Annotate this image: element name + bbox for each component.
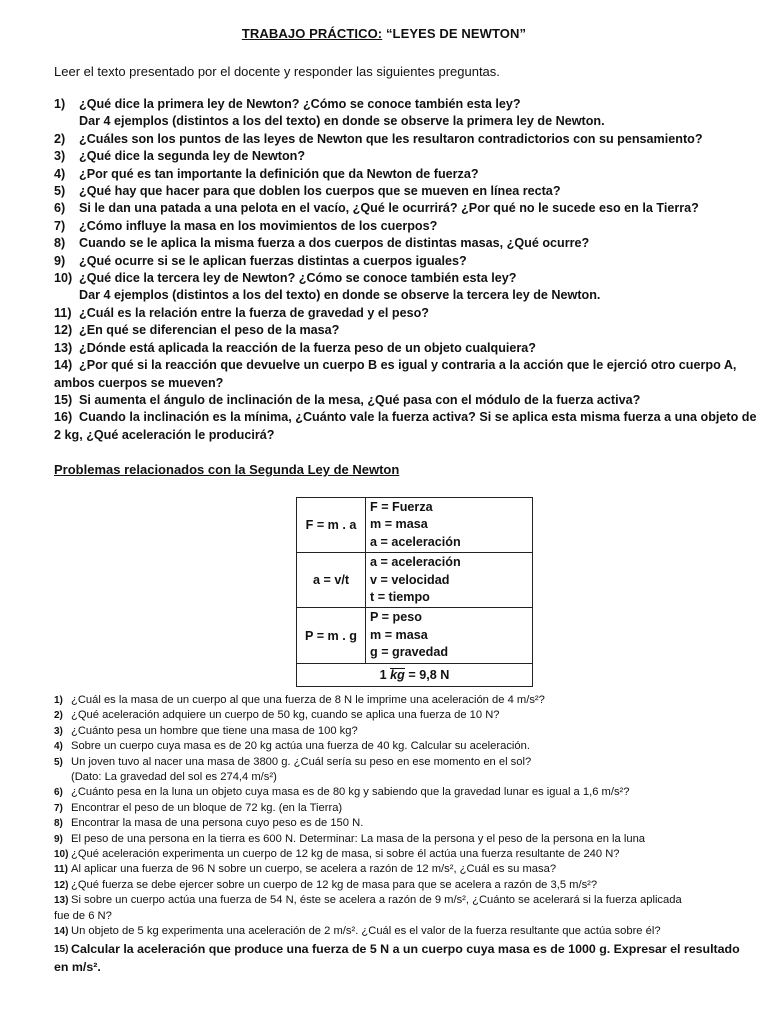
question-text: ¿Qué dice la primera ley de Newton? ¿Cómo se conoce también esta ley? bbox=[79, 97, 521, 111]
conversion-cell bbox=[297, 663, 533, 686]
question-text: Dar 4 ejemplos (distintos a los del texto) en donde se observe la primera ley de Newton. bbox=[79, 114, 605, 129]
question-text: Si aumenta el ángulo de inclinación de la mesa, ¿Qué pasa con el módulo de la fuerza activa? bbox=[79, 392, 641, 407]
intro-text: Leer el texto presentado por el docente y responder las siguientes preguntas. bbox=[54, 64, 500, 79]
question-number: 9) bbox=[54, 253, 66, 268]
question-item bbox=[54, 131, 724, 148]
question-number: 2) bbox=[54, 131, 66, 146]
formula-table bbox=[296, 497, 533, 687]
question-text: ¿Por qué si la reacción que devuelve un cuerpo B es igual y contraria a la acción que le ejerció otro cuerpo A, bbox=[79, 358, 737, 373]
problem-number bbox=[54, 770, 71, 785]
question-number: 16) bbox=[54, 410, 73, 425]
problem-item bbox=[54, 755, 744, 770]
problem-text: ¿Cuál es la masa de un cuerpo al que una fuerza de 8 N le imprime una aceleración de 4 m/s²? bbox=[71, 694, 545, 706]
problem-item bbox=[54, 959, 744, 976]
problem-item bbox=[54, 941, 744, 958]
question-text: Si le dan una patada a una pelota en el vacío, ¿Qué le ocurrirá? ¿Por qué no le sucede eso en la Tierra? bbox=[79, 201, 699, 216]
problem-number: 4) bbox=[54, 741, 63, 753]
problem-item bbox=[54, 816, 744, 831]
question-number: 10) bbox=[54, 271, 73, 286]
question-item bbox=[54, 148, 724, 165]
problem-number: 13) bbox=[54, 895, 69, 907]
problem-number: 11) bbox=[54, 864, 68, 876]
question-item bbox=[54, 183, 724, 200]
problem-text: fue de 6 N? bbox=[54, 909, 112, 922]
question-item bbox=[54, 270, 724, 287]
question-text: ¿Qué dice la segunda ley de Newton? bbox=[79, 149, 306, 164]
page-title bbox=[0, 26, 768, 41]
problem-number: 10) bbox=[54, 849, 69, 861]
problem-text: Un objeto de 5 kg experimenta una aceleración de 2 m/s². ¿Cuál es el valor de la fuerza resultante que actúa sobre él? bbox=[71, 925, 661, 938]
problem-number: 1) bbox=[54, 695, 63, 706]
problem-text: Calcular la aceleración que produce una fuerza de 5 N a un cuerpo cuya masa es de 1000 g. Expresar el resultado bbox=[71, 941, 740, 956]
problem-item bbox=[54, 693, 744, 708]
problem-item bbox=[54, 739, 744, 754]
definition-line: v = velocidad bbox=[370, 572, 450, 587]
question-item bbox=[54, 218, 724, 235]
problem-text: ¿Qué fuerza se debe ejercer sobre un cuerpo de 12 kg de masa para que se acelera a razón de 3,5 m/s²? bbox=[71, 878, 598, 891]
question-text: ambos cuerpos se mueven? bbox=[54, 375, 224, 390]
problem-text: Encontrar el peso de un bloque de 72 kg. (en la Tierra) bbox=[71, 801, 343, 814]
problem-number: 6) bbox=[54, 787, 63, 799]
question-item bbox=[54, 305, 724, 322]
problem-number: 2) bbox=[54, 710, 63, 722]
problem-number: 15) bbox=[54, 943, 69, 955]
problem-item bbox=[54, 893, 744, 908]
problem-number: 9) bbox=[54, 833, 63, 845]
definition-line: m = masa bbox=[370, 517, 428, 532]
formula-cell: P = m . g bbox=[297, 608, 366, 663]
question-item bbox=[54, 357, 737, 374]
question-text: ¿Qué hay que hacer para que doblen los cuerpos que se mueven en línea recta? bbox=[79, 184, 561, 199]
formula-row bbox=[297, 553, 533, 608]
formula-cell: a = v/t bbox=[297, 553, 366, 608]
problem-item bbox=[54, 862, 744, 877]
question-text: ¿Cómo influye la masa en los movimientos de los cuerpos? bbox=[79, 218, 438, 233]
question-item bbox=[54, 200, 724, 217]
problem-number: 3) bbox=[54, 725, 63, 737]
definitions-cell bbox=[366, 498, 533, 553]
problem-item bbox=[54, 770, 744, 785]
problem-text: ¿Qué aceleración adquiere un cuerpo de 50 kg, cuando se aplica una fuerza de 10 N? bbox=[71, 709, 500, 722]
problem-text: Si sobre un cuerpo actúa una fuerza de 54 N, éste se acelera a razón de 9 m/s², ¿Cuánto se acelerará si la fuerza aplicada bbox=[71, 894, 682, 907]
problem-text: Sobre un cuerpo cuya masa es de 20 kg actúa una fuerza de 40 kg. Calcular su aceleración. bbox=[71, 740, 530, 753]
formula-table-footer-row bbox=[297, 663, 533, 686]
definition-line: P = peso bbox=[370, 610, 422, 625]
problem-item bbox=[54, 708, 744, 723]
question-item bbox=[54, 427, 724, 444]
problem-number: 8) bbox=[54, 818, 63, 830]
problem-item bbox=[54, 878, 744, 893]
question-item bbox=[54, 409, 757, 426]
question-text: Dar 4 ejemplos (distintos a los del texto) en donde se observe la tercera ley de Newton. bbox=[79, 288, 601, 303]
question-text: ¿Qué dice la tercera ley de Newton? ¿Cómo se conoce también esta ley? bbox=[79, 271, 517, 286]
problem-item bbox=[54, 847, 744, 862]
definition-line: m = masa bbox=[370, 627, 428, 642]
definition-line: a = aceleración bbox=[370, 555, 461, 570]
question-text: Cuando se le aplica la misma fuerza a dos cuerpos de distintas masas, ¿Qué ocurre? bbox=[79, 236, 590, 251]
title-topic: “LEYES DE NEWTON” bbox=[382, 26, 527, 41]
question-number: 8) bbox=[54, 236, 66, 251]
problem-text: ¿Qué aceleración experimenta un cuerpo de 12 kg de masa, si sobre él actúa una fuerza resultante de 240 N? bbox=[71, 848, 620, 861]
problem-text: ¿Cuánto pesa en la luna un objeto cuya masa es de 80 kg y sabiendo que la gravedad lunar es igual a 1,6 m/s²? bbox=[71, 786, 630, 799]
question-number: 15) bbox=[54, 392, 73, 407]
question-text: ¿Por qué es tan importante la definición que da Newton de fuerza? bbox=[79, 166, 479, 181]
problem-text: Encontrar la masa de una persona cuyo peso es de 150 N. bbox=[71, 817, 364, 830]
kg-vector-unit: kg bbox=[390, 667, 405, 682]
question-item bbox=[54, 375, 724, 392]
problem-item bbox=[54, 909, 744, 924]
question-item bbox=[54, 340, 724, 357]
question-text: ¿Qué ocurre si se le aplican fuerzas distintas a cuerpos iguales? bbox=[79, 253, 467, 268]
title-label: TRABAJO PRÁCTICO: bbox=[241, 26, 383, 41]
question-number: 12) bbox=[54, 323, 73, 338]
question-text: ¿Cuáles son los puntos de las leyes de Newton que les resultaron contradictorios con su pensamiento? bbox=[79, 131, 703, 146]
formula-row bbox=[297, 608, 533, 663]
definitions-cell bbox=[366, 553, 533, 608]
problem-text: El peso de una persona en la tierra es 600 N. Determinar: La masa de la persona y el peso de la persona en la luna bbox=[71, 832, 646, 845]
problem-text: ¿Cuánto pesa un hombre que tiene una masa de 100 kg? bbox=[71, 724, 358, 737]
question-number: 3) bbox=[54, 149, 66, 164]
definition-line: F = Fuerza bbox=[370, 500, 433, 514]
problems-list bbox=[54, 693, 744, 976]
formula-row bbox=[297, 498, 533, 553]
conversion-value: = 9,8 N bbox=[404, 667, 450, 682]
question-number: 14) bbox=[54, 358, 73, 373]
question-item bbox=[54, 166, 724, 183]
problem-item bbox=[54, 801, 744, 816]
problem-number: 12) bbox=[54, 879, 69, 891]
problem-text: Un joven tuvo al nacer una masa de 3800 g. ¿Cuál sería su peso en ese momento en el sol? bbox=[71, 755, 532, 768]
question-item bbox=[54, 253, 724, 270]
question-number: 5) bbox=[54, 184, 66, 199]
formula-cell: F = m . a bbox=[297, 498, 366, 553]
question-item bbox=[54, 392, 724, 409]
question-number: 1) bbox=[54, 97, 66, 111]
definition-line: t = tiempo bbox=[370, 590, 430, 605]
question-text: ¿En qué se diferencian el peso de la masa? bbox=[79, 323, 340, 338]
section-title: Problemas relacionados con la Segunda Ley de Newton bbox=[54, 462, 400, 477]
question-number: 11) bbox=[54, 305, 72, 320]
question-number bbox=[54, 113, 79, 130]
problem-text: en m/s². bbox=[54, 959, 101, 974]
question-number: 6) bbox=[54, 201, 66, 216]
definition-line: a = aceleración bbox=[370, 534, 461, 549]
problem-text: (Dato: La gravedad del sol es 274,4 m/s²) bbox=[71, 771, 277, 784]
definition-line: g = gravedad bbox=[370, 645, 449, 660]
conversion-prefix: 1 bbox=[379, 667, 391, 682]
problem-item bbox=[54, 785, 744, 800]
question-item bbox=[54, 113, 724, 130]
question-item bbox=[54, 235, 724, 252]
question-item bbox=[54, 322, 724, 339]
question-item bbox=[54, 287, 724, 304]
question-item bbox=[54, 96, 724, 113]
definitions-cell bbox=[366, 608, 533, 663]
question-number bbox=[54, 287, 79, 304]
problem-number: 14) bbox=[54, 926, 69, 938]
question-text: ¿Cuál es la relación entre la fuerza de gravedad y el peso? bbox=[79, 305, 429, 320]
question-number: 4) bbox=[54, 166, 66, 181]
question-number: 7) bbox=[54, 218, 66, 233]
problem-text: Al aplicar una fuerza de 96 N sobre un cuerpo, se acelera a razón de 12 m/s², ¿Cuál es su masa? bbox=[71, 863, 557, 876]
question-text: 2 kg, ¿Qué aceleración le producirá? bbox=[54, 427, 275, 442]
problem-number: 5) bbox=[54, 756, 63, 768]
question-number: 13) bbox=[54, 340, 73, 355]
problem-item bbox=[54, 832, 744, 847]
question-text: Cuando la inclinación es la mínima, ¿Cuánto vale la fuerza activa? Si se aplica esta misma fuerza a una objeto de bbox=[79, 410, 757, 425]
problem-number: 7) bbox=[54, 802, 63, 814]
problem-item bbox=[54, 924, 744, 939]
questions-list bbox=[54, 96, 757, 444]
problem-item bbox=[54, 724, 744, 739]
question-text: ¿Dónde está aplicada la reacción de la fuerza peso de un objeto cualquiera? bbox=[79, 340, 536, 355]
